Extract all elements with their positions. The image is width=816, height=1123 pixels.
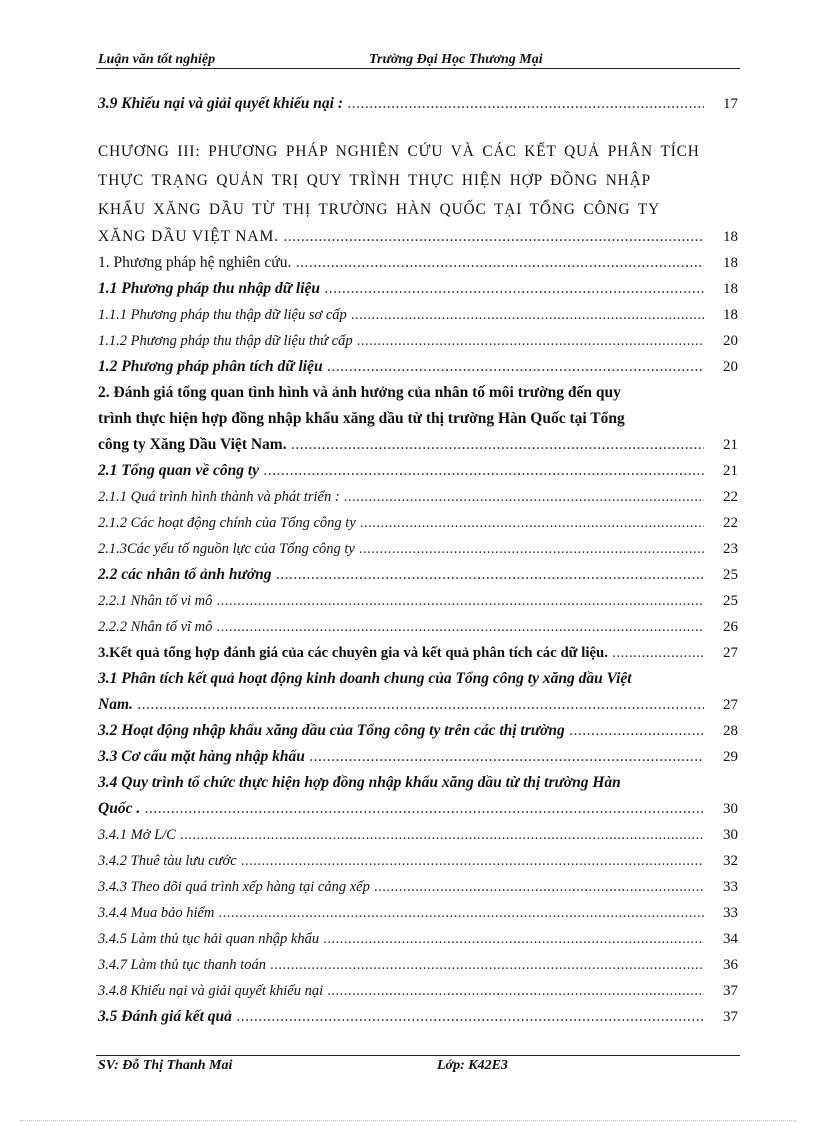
toc-section-3-1-line[interactable]: 3.1 Phân tích kết quả hoạt động kinh doanh chung của Tổng công ty xăng dầu Việt [98,670,632,687]
toc-section-3-4-line[interactable]: 3.4 Quy trình tổ chức thực hiện hợp đồng nhập khẩu xăng dầu từ thị trường Hàn [98,774,621,791]
toc-entry-text: Quốc . [98,800,141,817]
toc-entry-3-9[interactable] [96,91,740,117]
toc-section-2-line[interactable]: trình thực hiện hợp đồng nhập khẩu xăng dầu từ thị trường Hàn Quốc tại Tổng [98,410,625,427]
footer-class-code: Lớp: K42E3 [437,1058,508,1073]
header-thesis-label: Luận văn tốt nghiệp [98,52,216,67]
toc-entry-3-5[interactable] [96,1004,740,1030]
toc-page-number: 30 [723,827,738,843]
toc-entry-1-1-2[interactable] [96,328,740,354]
footer-divider [96,1055,740,1056]
toc-page-number: 34 [723,931,738,947]
toc-entry-text: công ty Xăng Dầu Việt Nam. [98,436,287,453]
toc-entry-3-4-5[interactable] [96,926,740,952]
toc-entry-text: 3.9 Khiếu nại và giải quyết khiếu nại : [98,95,344,112]
toc-entry-1-1-1[interactable] [96,302,740,328]
toc-page-number: 32 [723,853,738,869]
page-edge-dotted-line [20,1120,796,1121]
toc-entry-3-2[interactable] [96,718,740,744]
toc-entry-text: 2.1.2 Các hoạt động chính của Tổng công ty [98,515,356,531]
toc-entry-2-2[interactable] [96,562,740,588]
toc-page-number: 25 [723,593,738,609]
toc-chapter-line[interactable]: CHƯƠNG III: PHƯƠNG PHÁP NGHIÊN CỨU VÀ CÁC KẾT QUẢ PHÂN TÍCH [98,143,700,160]
toc-page-number: 18 [723,307,738,323]
toc-entry-text: 3.4.4 Mua bảo hiểm [98,905,215,921]
toc-page-number: 18 [723,255,738,271]
toc-entry-1-1[interactable] [96,276,740,302]
toc-entry-2-1-1[interactable] [96,484,740,510]
toc-page-number: 20 [723,333,738,349]
toc-entry-1-2[interactable] [96,354,740,380]
toc-entry-text: 2.2.1 Nhân tố vi mô [98,593,213,609]
table-of-contents [96,91,740,1030]
toc-entry-text: 3.4.8 Khiếu nại và giải quyết khiếu nại [98,983,324,999]
toc-entry-2-1-3[interactable] [96,536,740,562]
toc-entry-3-4-1[interactable] [96,822,740,848]
toc-entry-2-1-2[interactable] [96,510,740,536]
toc-page-number: 18 [723,229,738,245]
toc-entry-text: 3.4.2 Thuê tàu lưu cước [98,853,237,869]
toc-entry-text: 3.2 Hoạt động nhập khẩu xăng dầu của Tổng công ty trên các thị trường [98,722,565,739]
toc-entry-1[interactable] [96,250,740,276]
toc-entry-text: 3.4.5 Làm thủ tục hải quan nhập khẩu [98,931,320,947]
toc-entry-text: 1.1.2 Phương pháp thu thập dữ liệu thứ cấp [98,333,353,349]
toc-page-number: 33 [723,905,738,921]
toc-entry-3-4-3[interactable] [96,874,740,900]
toc-entry-3-4-7[interactable] [96,952,740,978]
toc-entry-2-1[interactable] [96,458,740,484]
toc-entry-text: 1.2 Phương pháp phân tích dữ liệu [98,358,323,375]
toc-page-number: 26 [723,619,738,635]
toc-entry-3-3[interactable] [96,744,740,770]
toc-page-number: 33 [723,879,738,895]
header-divider [96,68,740,69]
toc-page-number: 21 [723,463,738,479]
toc-entry-2-2-2[interactable] [96,614,740,640]
toc-entry-text: 3.4.3 Theo dõi quá trình xếp hàng tại cảng xếp [98,879,370,895]
toc-page-number: 27 [723,697,738,713]
toc-page-number: 29 [723,749,738,765]
toc-entry-2-2-1[interactable] [96,588,740,614]
toc-entry-text: 2.1.1 Quá trình hình thành và phát triển : [98,489,340,505]
toc-entry-text: XĂNG DẦU VIỆT NAM. [98,228,279,245]
toc-entry-text: 1.1.1 Phương pháp thu thập dữ liệu sơ cấp [98,307,347,323]
toc-entry-3-4-4[interactable] [96,900,740,926]
toc-entry-3-4-2[interactable] [96,848,740,874]
toc-page-number: 18 [723,281,738,297]
toc-entry-3-1[interactable] [96,692,740,718]
toc-entry-text: 3.5 Đánh giá kết quả [98,1008,232,1025]
toc-entry-text: 1.1 Phương pháp thu nhập dữ liệu [98,280,320,297]
toc-entry-text: 3.4.1 Mở L/C [98,827,176,843]
toc-page-number: 22 [723,515,738,531]
toc-page-number: 17 [723,96,738,112]
toc-page-number: 25 [723,567,738,583]
toc-entry-text: 2.1.3Các yếu tố nguồn lực của Tổng công ty [98,541,355,557]
page-header [96,50,740,70]
toc-page-number: 37 [723,983,738,999]
toc-section-2-line[interactable]: 2. Đánh giá tổng quan tình hình và ảnh hưởng của nhân tố môi trường đến quy [98,384,621,401]
toc-chapter-line[interactable]: THỰC TRẠNG QUẢN TRỊ QUY TRÌNH THỰC HIỆN HỢP ĐỒNG NHẬP [98,172,651,189]
toc-entry-text: 3.Kết quả tổng hợp đánh giá của các chuyên gia và kết quả phân tích các dữ liệu. [98,645,608,661]
toc-page-number: 20 [723,359,738,375]
page-footer [96,1058,740,1078]
toc-page-number: 21 [723,437,738,453]
toc-entry-3[interactable] [96,640,740,666]
toc-page-number: 22 [723,489,738,505]
toc-entry-3-4-8[interactable] [96,978,740,1004]
toc-entry-text: 3.4.7 Làm thủ tục thanh toán [98,957,266,973]
toc-entry-3-4[interactable] [96,796,740,822]
toc-entry-chapter-3[interactable] [96,224,740,250]
toc-page-number: 30 [723,801,738,817]
toc-page-number: 23 [723,541,738,557]
toc-page-number: 27 [723,645,738,661]
toc-entry-text: Nam. [98,696,133,713]
toc-entry-text: 2.2 các nhân tố ảnh hưởng [98,566,272,583]
footer-student-name: SV: Đỗ Thị Thanh Mai [98,1058,233,1073]
toc-entry-2[interactable] [96,432,740,458]
header-university-name: Trường Đại Học Thương Mại [369,52,543,67]
toc-entry-text: 2.2.2 Nhân tố vĩ mô [98,619,213,635]
toc-page-number: 28 [723,723,738,739]
toc-entry-text: 3.3 Cơ cấu mặt hàng nhập khẩu [98,748,305,765]
toc-page-number: 37 [723,1009,738,1025]
toc-page-number: 36 [723,957,738,973]
spacer [96,117,740,137]
toc-entry-text: 2.1 Tổng quan về công ty [98,462,260,479]
toc-entry-text: 1. Phương pháp hệ nghiên cứu. [98,254,292,271]
toc-chapter-line[interactable]: KHẨU XĂNG DẦU TỪ THỊ TRƯỜNG HÀN QUỐC TẠI TỔNG CÔNG TY [98,201,661,218]
